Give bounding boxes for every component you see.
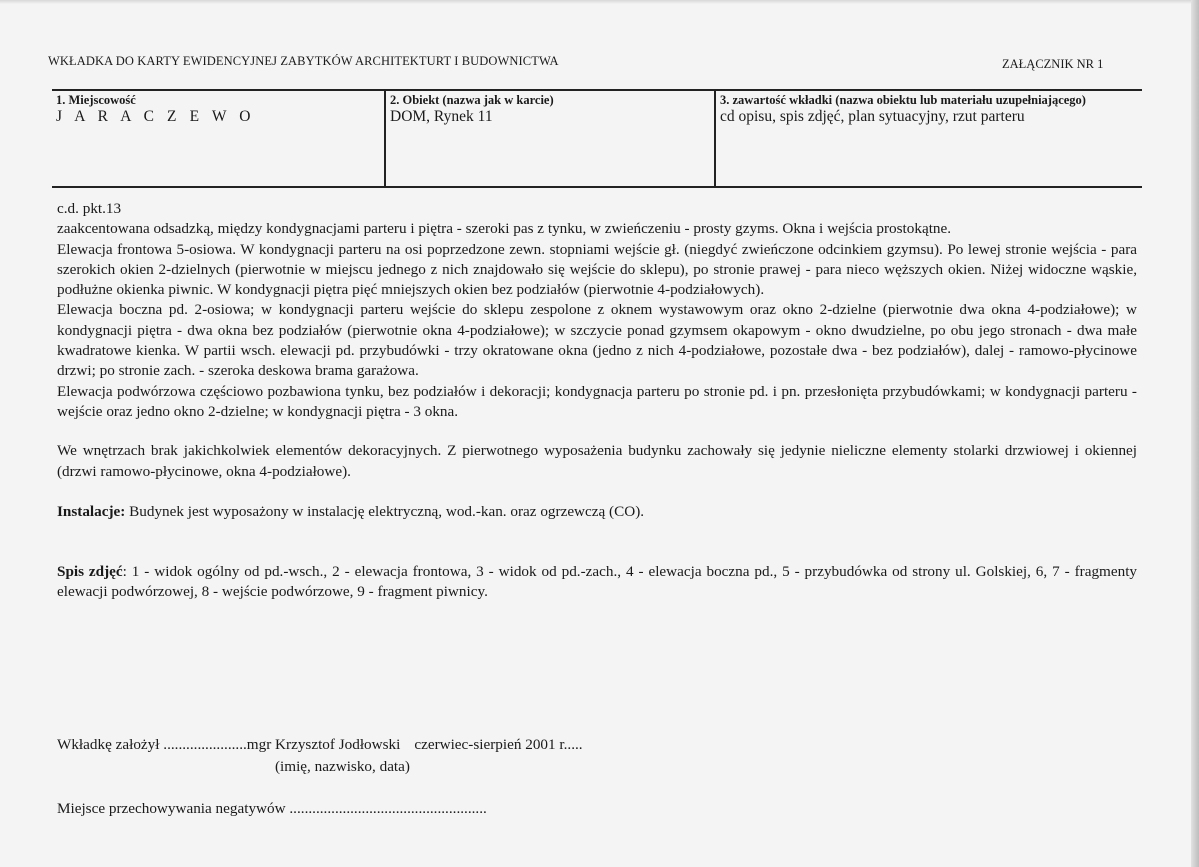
paragraph-front-elevation: Elewacja frontowa 5-osiowa. W kondygnacji parteru na osi poprzedzone zewn. stopniami wejście gł. (niegdyć zwieńczone odcinkiem gzymsu). Po lewej stronie wejścia - para szerokich okien 2-dzielnych (pierwotnie w miejscu jednego z nich znajdowało się wejście do sklepu), po stronie prawej - para nieco węższych okien. Niżej widoczne wąskie, podłużne okienka piwnic. W kondygnacji piętra pięć mniejszych okien bez podziałów (pierwotnie 4-podziałowych). — [57, 240, 1137, 299]
installations-label: Instalacje: — [57, 502, 126, 520]
paragraph-side-elevation: Elewacja boczna pd. 2-osiowa; w kondygnacji parteru wejście do sklepu zespolone z oknem wystawowym oraz okno 2-dzielne (pierwotnie dwa okna 4-podziałowe); w kondygnacji piętra - dwa okna bez podziałów (pierwotnie okna 4-podziałowe); w szczycie ponad gzymsem okapowym - okno dwudzielne, po obu jego stronach - dwa małe kwadratowe kienka. W partii wsch. elewacji pd. przybudówki - trzy okratowane okna (jedno z nich 4-podziałowe, pozostałe dwa - bez podziałów), dalej - ramowo-płycinowe drzwi; po stronie zach. - szeroka deskowa brama garażowa. — [57, 301, 1137, 380]
field-contents-value: cd opisu, spis zdjęć, plan sytuacyjny, rzut parteru — [720, 108, 1025, 125]
field-object-value: DOM, Rynek 11 — [390, 108, 493, 125]
field-locality-label: 1. Miejscowość — [56, 93, 136, 107]
installations-text: Budynek jest wyposażony w instalację elektryczną, wod.-kan. oraz ogrzewczą (CO). — [125, 502, 645, 520]
section-heading: c.d. pkt.13 — [57, 200, 122, 217]
document-title: WKŁADKA DO KARTY EWIDENCYJNEJ ZABYTKÓW ARCHITEKTURT I BUDOWNICTWA — [48, 54, 559, 68]
signature-hint: (imię, nazwisko, data) — [275, 758, 410, 775]
field-contents-label: 3. zawartość wkładki (nazwa obiektu lub materiału uzupełniającego) — [720, 93, 1086, 107]
photos-label: Spis zdjęć — [57, 563, 123, 581]
paragraph-photo-list — [57, 562, 1137, 603]
negatives-label: Miejsce przechowywania negatywów — [57, 800, 286, 817]
signature-label: Wkładkę założył — [57, 736, 160, 753]
field-object — [386, 91, 716, 186]
negatives-line — [57, 800, 487, 818]
signature-line — [57, 736, 583, 754]
paper-right-edge — [1191, 0, 1199, 867]
field-object-label: 2. Obiekt (nazwa jak w karcie) — [390, 93, 554, 107]
attachment-number: ZAŁĄCZNIK NR 1 — [1002, 57, 1104, 71]
paragraph-interiors: We wnętrzach brak jakichkolwiek elementów dekoracyjnych. Z pierwotnego wyposażenia budynku zachowały się jedynie nieliczne elementy stolarki drzwiowej i okiennej (drzwi ramowo-płycinowe, okna 4-podziałowe). — [57, 442, 1137, 480]
description-body — [57, 199, 1137, 603]
signature-date: czerwiec-sierpień 2001 r..... — [414, 736, 583, 753]
negatives-dots: .................................................... — [289, 800, 487, 817]
field-locality — [52, 91, 386, 186]
paper-top-edge — [0, 0, 1199, 4]
paragraph-installations — [57, 502, 1137, 522]
header-fields-table — [52, 89, 1142, 188]
signature-author: mgr Krzysztof Jodłowski — [246, 736, 401, 753]
field-locality-value: J A R A C Z E W O — [56, 108, 256, 125]
signature-dots: ...................... — [163, 736, 247, 753]
paragraph-intro: zaakcentowana odsadzką, między kondygnacjami parteru i piętra - szeroki pas z tynku, w zwieńczeniu - prosty gzyms. Okna i wejścia prostokątne. — [57, 220, 952, 238]
photos-text: : 1 - widok ogólny od pd.-wsch., 2 - elewacja frontowa, 3 - widok od pd.-zach., 4 - elewacja boczna pd., 5 - przybudówka od strony ul. Golskiej, 6, 7 - fragmenty elewacji podwórzowej, 8 - wejście podwórzowe, 9 - fragment piwnicy. — [57, 563, 1138, 601]
field-contents — [716, 91, 1142, 186]
paragraph-yard-elevation: Elewacja podwórzowa częściowo pozbawiona tynku, bez podziałów i dekoracji; kondygnacja parteru po stronie pd. i pn. przesłonięta przybudówkami; w kondygnacji parteru - wejście oraz jedno okno 2-dzielne; w kondygnacji piętra - 3 okna. — [57, 382, 1137, 420]
